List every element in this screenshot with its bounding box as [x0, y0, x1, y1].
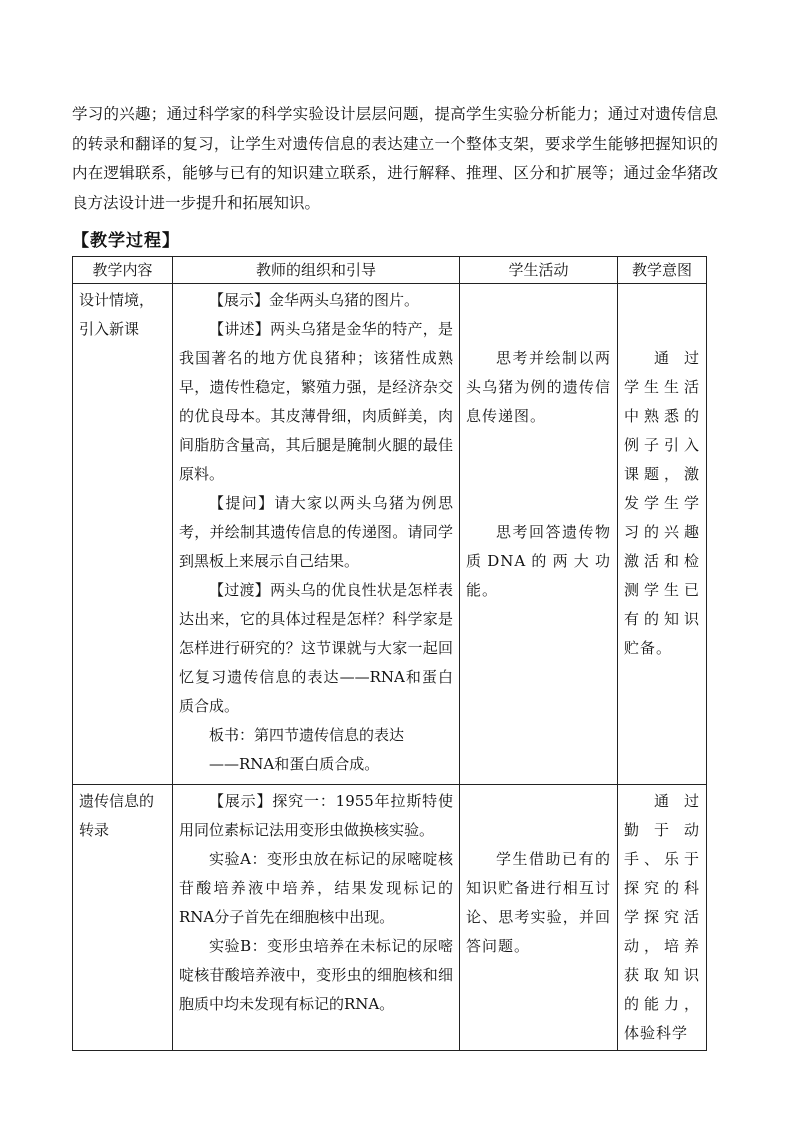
content-text: 设计情境，引入新课	[79, 291, 155, 338]
student-activity: 思考并绘制以两头乌猪为例的遗传信息传递图。	[466, 349, 611, 425]
table-header-row	[73, 257, 707, 284]
cell-student	[460, 785, 618, 1051]
cell-teacher	[173, 284, 460, 785]
cell-teacher	[173, 785, 460, 1051]
intro-text	[72, 100, 718, 218]
intent-text: 通过勤于动手、乐于探究的科学探究活动，培养获取知识的能力，体验科学	[624, 792, 700, 1042]
intent-text: 通过学生生活中熟悉的例子引入课题，激发学生学习的兴趣激活和检测学生已有的知识贮备。	[624, 349, 700, 657]
content-text: 遗传信息的转录	[79, 792, 155, 839]
table-row	[73, 785, 707, 1051]
blackboard-title: 板书：第四节遗传信息的表达	[209, 726, 405, 744]
student-activity: 学生借助已有的知识贮备进行相互讨论、思考实验，并回答问题。	[466, 850, 611, 955]
section-title: 【教学过程】	[72, 231, 180, 251]
cell-intent	[618, 785, 707, 1051]
blackboard-subtitle: ——RNA和蛋白质合成。	[209, 755, 380, 773]
header-intent: 教学意图	[618, 257, 707, 284]
teacher-paragraph: 【讲述】两头乌猪是金华的特产，是我国著名的地方优良猪种；该猪性成熟早，遗传性稳定，繁殖力强，是经济杂交的优良母本。其皮薄骨细，肉质鲜美，肉间脂肪含量高，其后腿是腌制火腿的最佳原料。	[179, 320, 453, 483]
header-teacher: 教师的组织和引导	[173, 257, 460, 284]
teacher-paragraph: 【提问】请大家以两头乌猪为例思考，并绘制其遗传信息的传递图。请同学到黑板上来展示自己结果。	[179, 494, 453, 570]
teacher-paragraph: 实验B：变形虫培养在未标记的尿嘧啶核苷酸培养液中，变形虫的细胞核和细胞质中均未发现有标记的RNA。	[179, 937, 453, 1013]
teaching-process-table	[72, 256, 707, 1051]
header-content: 教学内容	[73, 257, 173, 284]
teacher-paragraph: 【展示】探究一：1955年拉斯特使用同位素标记法用变形虫做换核实验。	[179, 792, 453, 839]
cell-content	[73, 284, 173, 785]
cell-student	[460, 284, 618, 785]
teacher-paragraph: 【展示】金华两头乌猪的图片。	[209, 291, 420, 309]
table-row	[73, 284, 707, 785]
cell-content	[73, 785, 173, 1051]
teacher-paragraph: 实验A：变形虫放在标记的尿嘧啶核苷酸培养液中培养，结果发现标记的RNA分子首先在细胞核中出现。	[179, 850, 453, 926]
student-activity: 思考回答遗传物质DNA的两大功能。	[466, 523, 611, 599]
header-student: 学生活动	[460, 257, 618, 284]
cell-intent	[618, 284, 707, 785]
intro-paragraph: 学习的兴趣；通过科学家的科学实验设计层层问题，提高学生实验分析能力；通过对遗传信息的转录和翻译的复习，让学生对遗传信息的表达建立一个整体支架，要求学生能够把握知识的内在逻辑联系，能够与已有的知识建立联系，进行解释、推理、区分和扩展等；通过金华猪改良方法设计进一步提升和拓展知识。	[72, 105, 718, 212]
teacher-paragraph: 【过渡】两头乌的优良性状是怎样表达出来，它的具体过程是怎样？科学家是怎样进行研究的？这节课就与大家一起回忆复习遗传信息的表达——RNA和蛋白质合成。	[179, 581, 453, 715]
